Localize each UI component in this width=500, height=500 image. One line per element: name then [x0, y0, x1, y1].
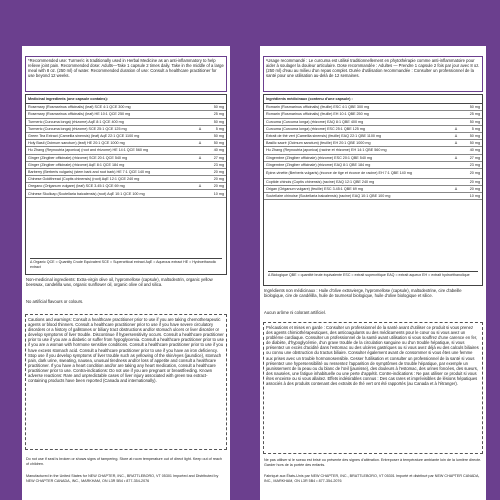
organic-symbol: Δ: [454, 141, 458, 146]
ingredient-amount: 25 mg: [469, 112, 480, 117]
recommended-use-box-fr: [263, 56, 483, 92]
table-row: [264, 179, 482, 186]
organic-symbol: Δ: [454, 134, 458, 139]
table-row: [26, 133, 226, 140]
table-row: [26, 176, 226, 183]
french-label-content: [260, 46, 486, 500]
cautions-text: Cautions and warnings: Consult a healthcare practitioner prior to use if you are taking chemotherapeutic agents or blood thinners. Consult a healthcare practitioner prior to use if you have severe circulatory disorders or a history of gallstones or biliary tract obstructions and/or stomach ulcers or liver disorder or develop symptoms of liver trouble. Discontinue if hypersensitivity occurs. Consult a healthcare practitioner prior to use if you are a diabetic or suffer from hypoglycemia. Consult a healthcare practitioner prior to use if you are a woman with hormone sensitive conditions. Consult a healthcare practitioner prior to use if you have excess stomach acid. Consult a healthcare practitioner prior to use if you have an iron deficiency. Stop use if you develop symptoms of liver trouble such as yellowing of the skin/eyes (jaundice), stomach pain, dark urine, sweating, nausea, unusual tiredness and/or loss of appetite and consult a healthcare practitioner. If you have a heart condition and/or are taking any heart medication, consult a healthcare practitioner prior to use. Contra-indications: Do not use if you are pregnant or breastfeeding. Known adverse reactions: Rare and unpredictable cases of liver injury associated with green tea extract-containing products have been reported (Canada and internationally).: [28, 317, 224, 384]
ingredient-name: Coptide chinois (Coptis chinensis) (racine) EAQ 12:1 QBE 240 mg: [266, 179, 375, 184]
table-row: [264, 169, 482, 179]
ingredient-amount: 5 mg: [471, 126, 480, 131]
ingredient-name: Extrait de thé vert (Camellia sinensis) (feuille) EAQ 22:1 QBE 1100 mg: [266, 134, 382, 139]
ingredient-name: Gingembre (Zingiber officinale) (rhizome) EAQ 8:1 QBE 184 mg: [266, 162, 371, 167]
ingredient-amount: 50 mg: [469, 141, 480, 146]
ingredient-name: Ginger (Zingiber officinale) (rhizome) AqE 8:1 QCE 184 mg: [28, 162, 125, 167]
ingredient-name: Curcuma (Curcuma longa) (rhizome) EAQ 8:1 QBE 400 mg: [266, 119, 364, 124]
medicinal-ingredients-table: [25, 94, 227, 275]
ingredient-amount: 20 mg: [469, 187, 480, 192]
ingredient-amount: 50 mg: [469, 134, 480, 139]
ingredient-amount: 50 mg: [213, 141, 224, 146]
table-row: [264, 193, 482, 200]
table-legend: Δ Organic QCE = Quantity Crude Equivalent SCE = Supercritical extract AqE = Aqueous extract HE = Hydroethanolic extract: [30, 258, 222, 269]
table-row: [26, 140, 226, 147]
table-row: [264, 162, 482, 169]
table-row: [264, 126, 482, 133]
table-row: [26, 162, 226, 169]
table-row: [264, 186, 482, 193]
recommended-use-text-fr: ¹Usage recommandé : Le curcuma est utilisé traditionnellement en phytothérapie comme anti-inflammatoire pour aider à soulager la douleur articulaire. Dose recommandée : Adultes — Prendre 1 capsule 2 fois par jour avec 8 oz. (250 ml) d'eau au milieu d'un repas complet. Durée d'utilisation recommandée : Consulter un professionnel de la santé pour une utilisation au-delà de 12 semaines.: [266, 58, 480, 79]
ingredient-amount: 23 mg: [213, 162, 224, 167]
ingredient-amount: 25 mg: [213, 112, 224, 117]
organic-symbol: Δ: [198, 184, 202, 189]
no-artificial-note-fr: Aucun arôme ni colorant artificiel.: [264, 310, 326, 315]
ingredient-amount: 50 mg: [213, 105, 224, 110]
cautions-box-fr: [263, 322, 483, 454]
ingredient-amount: 20 mg: [469, 179, 480, 184]
ingredient-name: Basilic sacré (Ocimum sanctum) (feuille) EH 20:1 QBE 1000 mg: [266, 141, 371, 146]
no-artificial-note: No artificial flavours or colours.: [26, 299, 84, 304]
cautions-text-fr: Précautions et mises en garde : Consulter un professionnel de la santé avant d'utiliser ce produit si vous prenez des agents chimiothérapeutiques, des anticoagulants ou des médicaments pour le cœur ou si vous avez un problème cardiaque. Consulter un professionnel de la santé avant utilisation si vous souffrez d'une carence en fer, de diabète, d'hypoglycémie, d'un grave trouble de la circulation sanguine ou d'un trouble hépatique, si vous présentez un excès d'acidité dans l'estomac ou des ulcères gastriques ou si vous avez déjà eu des calculs biliaires ou connu une obstruction du tractus biliaire. Consulter également avant de consommer si vous êtes une femme aux prises avec un trouble hormonosensible. Cesser l'utilisation et consulter un professionnel de la santé si vous présentez une hypersensibilité ou ressentez l'apparition de symptômes de trouble hépatique, par exemple un jaunissement de la peau ou du blanc de l'œil (jaunisse), des douleurs à l'estomac, des urines foncées, des sueurs, des nausées, une fatigue inhabituelle ou une perte d'appétit. Contre-indications : Ne pas utiliser ce produit si vous êtes enceinte ou si vous allaitez. Effets indésirables connus : Des cas rares et imprévisibles de lésions hépatiques associés à des produits contenant des extraits de thé vert ont été rapportés (au Canada et à l'étranger).: [266, 325, 479, 387]
ingredient-amount: 20 mg: [213, 184, 224, 189]
table-row: [264, 119, 482, 126]
ingredient-name: Barberry (Berberis vulgaris) (stem bark and root bark) HE 7:1 QCE 140 mg: [28, 169, 151, 174]
ingredient-amount: 23 mg: [469, 162, 480, 167]
ingredient-name: Chinese Skullcap (Scutellaria baicalensis) (root) AqE 10:1 QCE 100 mg: [28, 191, 145, 196]
ingredient-amount: 50 mg: [469, 119, 480, 124]
ingredient-amount: 20 mg: [213, 177, 224, 182]
table-row: [26, 155, 226, 162]
manufacturer-info: Manufactured in the United States for NEW CHAPTER, INC., BRATTLEBORO, VT 05301 Imported and Distributed by NEW CHAPTER CANADA, INC., MARKHAM, ON L3R 5B4 • 877-354-2076: [26, 474, 219, 483]
ingredient-name: Scutellaire chinoise (Scutellaria baicalensis) (racine) EAQ 10:1 QBE 100 mg: [266, 194, 391, 199]
storage-note: Do not use if seal is broken or shows signs of tampering. Store at room temperature out of direct light. Keep out of reach of children.: [26, 457, 222, 466]
table-row: [264, 111, 482, 118]
french-label-panel: [250, 0, 500, 500]
organic-symbol: Δ: [198, 155, 202, 160]
table-row: [264, 155, 482, 162]
ingredient-amount: 20 mg: [469, 171, 480, 176]
ingredient-name: Turmeric (Curcuma longa) (rhizome) AqE 8:1 QCE 400 mg: [28, 119, 124, 124]
ingredient-name: Ginger (Zingiber officinale) (rhizome) SCE 20:1 QCE 540 mg: [28, 155, 128, 160]
organic-symbol: Δ: [198, 126, 202, 131]
ingredient-amount: 50 mg: [213, 134, 224, 139]
ingredient-name: Rosemary (Rosmarinus officinalis) (leaf) HE 10:1 QCE 250 mg: [28, 112, 131, 117]
ingredient-name: Curcuma (Curcuma longa) (rhizome) ESC 25:1 QBE 125 mg: [266, 126, 365, 131]
table-row: [264, 133, 482, 140]
organic-symbol: Δ: [454, 126, 458, 131]
recommended-use-text: *Recommended use: Turmeric is traditionally used in Herbal Medicine as an anti-inflammatory to help relieve joint pain. Recommended dose: Adults—Take 1 capsule 2 times daily. Take in the middle of a large meal with 8 oz. (250 ml) of water. Recommended duration of use: Consult a healthcare practitioner for use beyond 12 weeks.: [28, 58, 224, 79]
ingredient-name: Romarin (Rosmarinus officinalis) (feuille) ESC 4:1 QBE 300 mg: [266, 105, 370, 110]
ingredient-name: Chinese Goldthread (Coptis chinensis) (root) AqE 12:1 QCE 240 mg: [28, 177, 140, 182]
table-legend-fr: Δ Biologique QBE = quantité brute équivalente ESC = extrait supercritique EAQ = extrait aqueux EH = extrait hydroéthanolique: [268, 271, 478, 278]
english-label-content: [22, 46, 230, 500]
ingredient-amount: 20 mg: [213, 169, 224, 174]
ingredient-name: Hu Zhang (Reynoutria japonica) (root and rhizome) HE 14:1 QCE 560 mg: [28, 148, 149, 153]
ingredient-amount: 27 mg: [213, 155, 224, 160]
ingredient-name: Oregano (Origanum vulgare) (leaf) SCE 3.45:1 QCE 69 mg: [28, 184, 125, 189]
ingredient-amount: 5 mg: [215, 126, 224, 131]
ingredient-amount: 10 mg: [213, 191, 224, 196]
manufacturer-info-fr: Fabriqué aux États-Unis par NEW CHAPTER, INC., BRATTLEBORO, VT 05301 Importé et distribué par NEW CHAPTER CANADA, INC., MARKHAM, ON L3R 5B4 • 877-354-2076: [264, 474, 480, 483]
ingredient-name: Romarin (Rosmarinus officinalis) (feuille) EH 10:1 QBE 250 mg: [266, 112, 369, 117]
ingredient-name: Turmeric (Curcuma longa) (rhizome) SCE 25:1 QCE 125 mg: [28, 126, 127, 131]
organic-symbol: Δ: [198, 141, 202, 146]
table-row: [26, 111, 226, 118]
ingredient-amount: 10 mg: [469, 194, 480, 199]
cautions-box: [25, 314, 227, 450]
table-title: Medicinal ingredients (one capsule contains):: [26, 95, 226, 104]
table-row: [26, 126, 226, 133]
recommended-use-box: [25, 56, 227, 92]
ingredient-amount: 40 mg: [213, 148, 224, 153]
ingredient-name: Green Tea Extract (Camellia sinensis) (leaf) AqE 22:1 QCE 1100 mg: [28, 134, 140, 139]
ingredient-amount: 27 mg: [469, 155, 480, 160]
ingredient-name: Hu Zhang (Reynoutria japonica) (racine et rhizome) EH 14:1 QBE 560 mg: [266, 148, 387, 153]
medicinal-ingredients-table-fr: [263, 94, 483, 286]
table-row: [26, 183, 226, 190]
organic-symbol: Δ: [454, 155, 458, 160]
ingredient-name: Holy Basil (Ocimum sanctum) (leaf) HE 20:1 QCE 1000 mg: [28, 141, 125, 146]
ingredient-name: Origan (Origanum vulgare) (feuille) ESC 3.45:1 QBE 69 mg: [266, 187, 363, 192]
organic-symbol: Δ: [454, 187, 458, 192]
ingredient-amount: 50 mg: [213, 119, 224, 124]
ingredient-name: Gingembre (Zingiber officinale) (rhizome) ESC 20:1 QBE 540 mg: [266, 155, 373, 160]
ingredient-name: Épine-vinette (Berberis vulgaris) (écorce de tige et écorce de racine) EH 7:1 QBE 140 mg: [266, 171, 412, 176]
non-medicinal-ingredients-fr: Ingrédients non médicinaux : Huile d'olive extravierge, hypromellose (capsule), maltodextrine, cire d'abeille biologique, cire de candélilla, huile de tournesol biologique, huile d'olive biologique et silice.: [264, 288, 462, 299]
ingredient-amount: 50 mg: [469, 105, 480, 110]
storage-note-fr: Ne pas utiliser si le sceau est brisé ou présente des signes d'altération. Entreposer à température ambiante loin de la lumière directe. Garder hors de la portée des enfants.: [264, 458, 482, 467]
non-medicinal-ingredients: Non-medicinal ingredients: Extra-virgin olive oil, hypromellose (capsule), maltodextrin, organic yellow beeswax, candelilla wax, organic sunflower oil, organic olive oil and silica.: [26, 277, 213, 288]
table-row: [26, 190, 226, 197]
table-row: [264, 147, 482, 154]
ingredient-amount: 40 mg: [469, 148, 480, 153]
table-row: [26, 147, 226, 154]
table-row: [26, 104, 226, 111]
table-row: [26, 119, 226, 126]
table-row: [26, 169, 226, 176]
table-row: [264, 104, 482, 111]
table-row: [264, 140, 482, 147]
ingredient-name: Rosemary (Rosmarinus officinalis) (leaf) SCE 4:1 QCE 300 mg: [28, 105, 131, 110]
table-title-fr: Ingrédients médicinaux (contenu d'une capsule) :: [264, 95, 482, 104]
